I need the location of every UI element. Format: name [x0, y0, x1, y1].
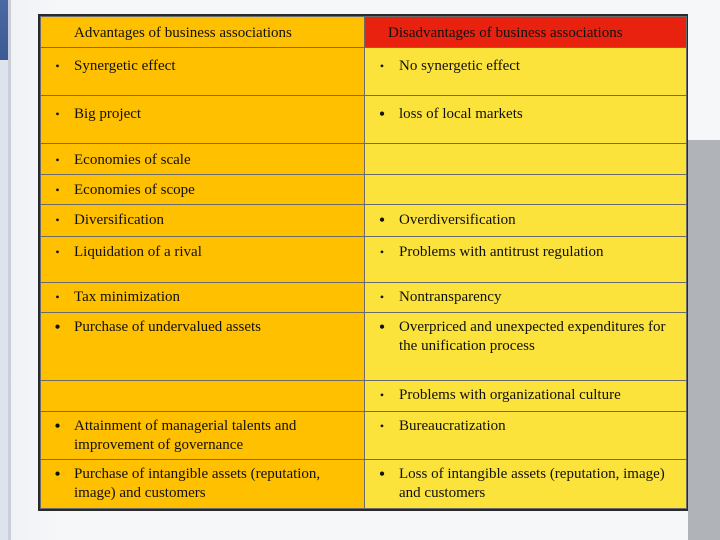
header-advantages [41, 17, 365, 48]
disadvantage-text: Bureaucratization [399, 418, 506, 434]
advantage-text: Synergetic effect [74, 58, 176, 74]
bullet-icon: • [379, 290, 385, 304]
slide-left-stripe [8, 0, 11, 540]
bullet-icon: • [55, 183, 60, 197]
bullet-icon: • [378, 464, 386, 484]
advantage-text: Tax minimization [74, 289, 181, 305]
bullet-icon: • [55, 290, 60, 304]
bullet-icon: • [378, 210, 386, 230]
advantage-text: Attainment of managerial talents and improvement of governance [74, 418, 297, 453]
bullet-icon: • [379, 419, 385, 433]
table-row [41, 412, 687, 460]
bullet-icon: • [54, 416, 61, 436]
advantage-text: Big project [74, 106, 142, 122]
slide-left-bar [0, 0, 8, 540]
empty-cell [365, 144, 687, 175]
header-advantages-text: Advantages of business associations [74, 25, 292, 41]
table-row [41, 237, 687, 283]
table-row [41, 48, 687, 96]
disadvantage-text: Nontransparency [399, 289, 502, 305]
table-row [41, 381, 687, 412]
slide-right-panel [688, 140, 720, 540]
disadvantage-text: No synergetic effect [399, 58, 521, 74]
bullet-icon: • [379, 245, 385, 259]
disadvantage-text: Problems with antitrust regulation [399, 244, 604, 260]
bullet-icon: • [379, 388, 385, 402]
advantage-text: Purchase of undervalued assets [74, 319, 262, 335]
disadvantage-text: Problems with organizational culture [399, 387, 621, 403]
header-disadvantages [365, 17, 687, 48]
bullet-icon: • [378, 317, 386, 337]
bullet-icon: • [55, 107, 60, 121]
table-row [41, 175, 687, 205]
header-disadvantages-text: Disadvantages of business associations [388, 25, 623, 41]
disadvantage-text: Overpriced and unexpected expenditures for the unification process [399, 319, 666, 354]
advantage-text: Diversification [74, 212, 164, 228]
bullet-icon: • [54, 464, 61, 484]
table-row [41, 205, 687, 237]
disadvantage-text: Overdiversification [399, 212, 516, 228]
table-row [41, 313, 687, 381]
bullet-icon: • [379, 59, 385, 73]
table-row [41, 283, 687, 313]
disadvantage-text: Loss of intangible assets (reputation, image) and customers [399, 466, 665, 501]
comparison-table [38, 14, 688, 511]
bullet-icon: • [55, 153, 60, 167]
advantage-text: Purchase of intangible assets (reputation, image) and customers [74, 466, 321, 501]
bullet-icon: • [55, 213, 60, 227]
advantage-text: Liquidation of a rival [74, 244, 202, 260]
table-header-row [41, 17, 687, 48]
bullet-icon: • [54, 317, 61, 337]
table-row [41, 144, 687, 175]
table-row [41, 460, 687, 509]
table-row [41, 96, 687, 144]
disadvantage-text: loss of local markets [399, 106, 523, 122]
empty-cell [41, 381, 365, 412]
bullet-icon: • [378, 104, 386, 124]
advantage-text: Economies of scale [74, 152, 191, 168]
advantage-text: Economies of scope [74, 182, 195, 198]
empty-cell [365, 175, 687, 205]
bullet-icon: • [55, 59, 60, 73]
bullet-icon: • [55, 245, 60, 259]
